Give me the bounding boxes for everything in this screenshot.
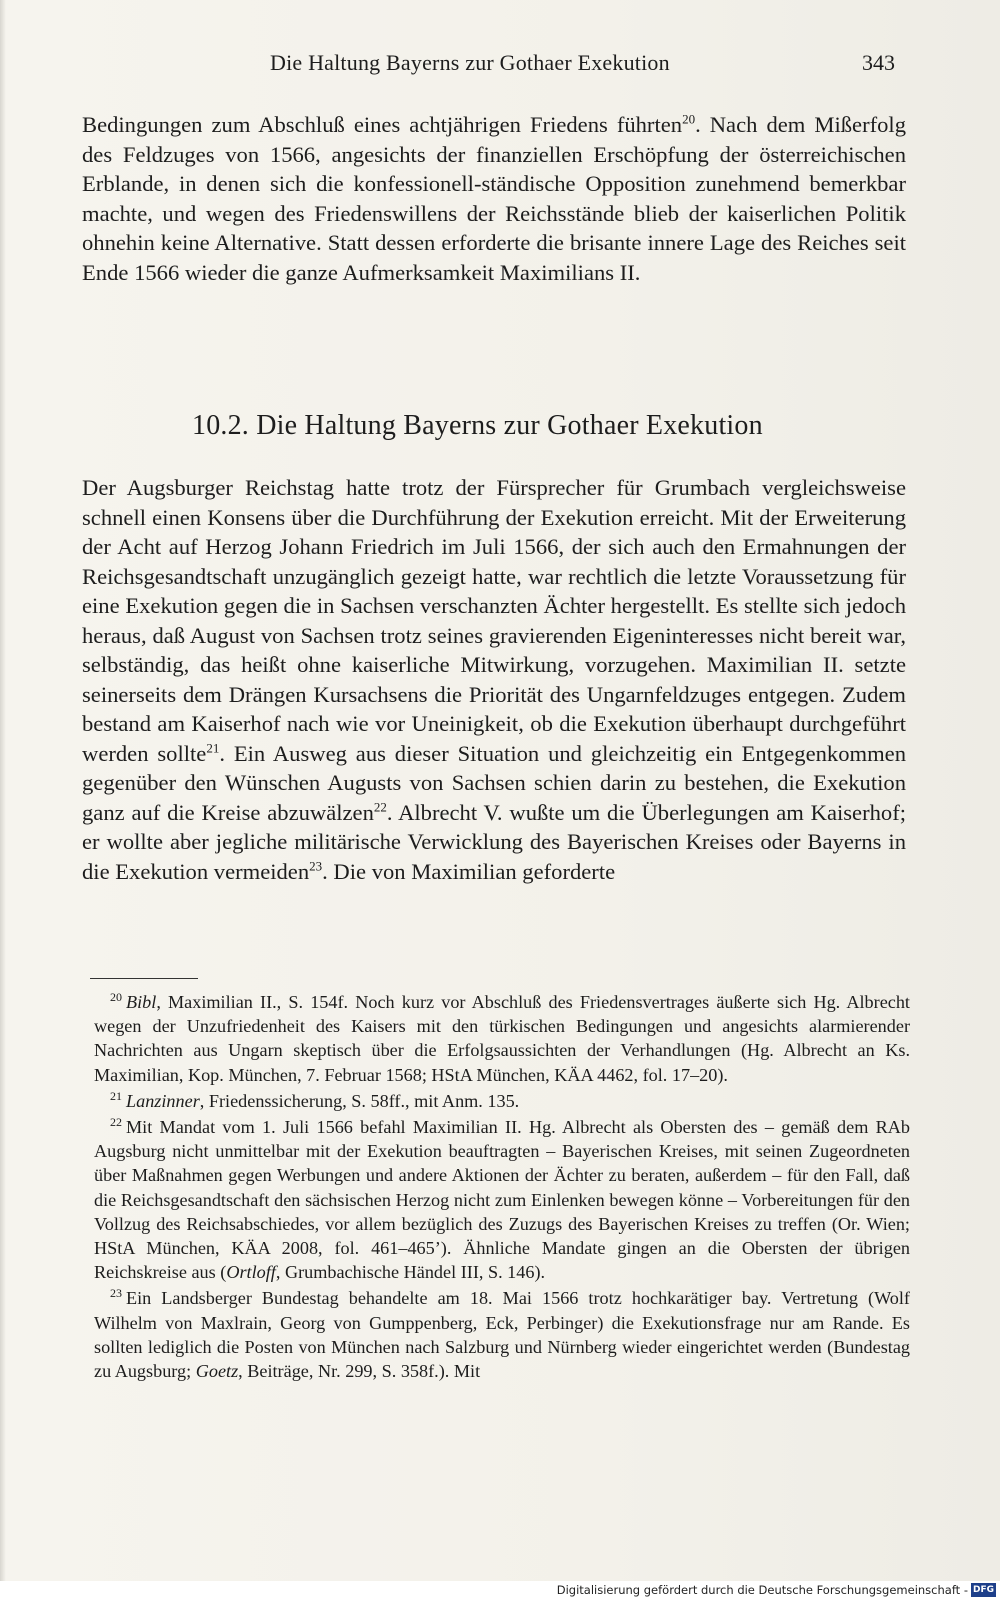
footnote-author: Bibl [126,992,157,1012]
footnote-ref-23[interactable]: 23 [309,857,323,873]
footnote-number: 22 [110,1114,122,1129]
footnote-number: 23 [110,1286,122,1301]
paragraph-text: . Nach dem Mißerfolg des Feldzuges von 1566, angesichts der finanziellen Erschöpfung der österreichischen Erblande, in denen sich die konfessionell-ständische Opposition zunehmend bemerkbar machte, und wegen des Friedenswillens der Reichsstände blieb der kaiserlichen Politik ohnehin keine Alternative. Statt dessen erforderte die brisante innere Lage des Reiches seit Ende 1566 wieder die ganze Aufmerksamkeit Maximilians II. [82,112,906,285]
footnote-text: , Beiträge, Nr. 299, S. 358f.). Mit [238,1361,481,1382]
footnote-text: Ein Landsberger Bundestag behandelte am 18. Mai 1566 trotz hochkarätiger bay. Vertretung (Wolf Wilhelm von Maxlrain, Georg von Gumppenberg, Eck, Perbinger) die Exekutionsfrage nur am Rande. Es sollten lediglich die Posten von München nach Salzburg und Nürnberg wieder eingerichtet werden (Bundestag zu Augsburg; [94,1288,910,1382]
footnote-20 [94,990,910,1087]
footnote-separator [90,978,198,979]
footnote-number: 21 [110,1088,122,1103]
paragraph-text: . Ein Ausweg aus dieser Situation und gleichzeitig ein Entgegenkommen gegenüber den Wünschen Augusts von Sachsen schien darin zu bestehen, die Exekution ganz auf die Kreise abzuwälzen [82,740,906,825]
footnote-author: Lanzinner [126,1090,200,1111]
footnote-ref-21[interactable]: 21 [206,739,220,755]
section-heading: 10.2. Die Haltung Bayerns zur Gothaer Exekution [192,410,763,441]
footnote-author: Goetz [195,1361,239,1382]
paragraph-text: Bedingungen zum Abschluß eines achtjährigen Friedens führten [82,112,683,137]
footer-credit: Digitalisierung gefördert durch die Deutsche Forschungsgemeinschaft - [556,1583,968,1597]
footnote-text: , Friedenssicherung, S. 58ff., mit Anm. 135. [199,1090,520,1111]
footnote-number: 20 [110,989,122,1004]
paragraph-text: . Die von Maximilian geforderte [322,858,616,884]
page-gutter-shadow [0,0,6,1600]
digitization-footer [0,1581,1000,1600]
footnote-text: Mit Mandat vom 1. Juli 1566 befahl Maximilian II. Hg. Albrecht als Obersten des – gemäß dem RAb Augsburg nicht unmittelbar mit der Exekution beauftragten – Bayerischen Kreises, mit seinen Zugeordneten über Maßnahmen gegen Werbungen und andere Aktionen der Ächter zu beraten, außerdem – für den Fall, daß die Reichsgesandtschaft den sächsischen Herzog nicht zum Einlenken bewegen könne – Vorbereitungen für den Vollzug des Reichsabschiedes, vor allem bezüglich des Zuzugs des Bayerischen Kreises zu treffen (Or. Wien; HStA München, KÄA 2008, fol. 461–465’). Ähnliche Mandate gingen an die Obersten der übrigen Reichskreise aus ( [94,1117,910,1283]
footnote-22 [94,1115,910,1284]
running-head: Die Haltung Bayerns zur Gothaer Exekution [270,50,670,75]
footnote-ref-20[interactable]: 20 [682,111,696,127]
dfg-logo-icon: DFG [972,1585,994,1595]
footnote-text: , Maximilian II., S. 154f. Noch kurz vor Abschluß des Friedensvertrages äußerte sich Hg. Albrecht wegen der Unzufriedenheit des Kaisers mit den türkischen Bedingungen und angesichts alarmierender Nachrichten aus Ungarn skeptisch über die Erfolgsaussichten der Verhandlungen (Hg. Albrecht an Ks. Maximilian, Kop. München, 7. Februar 1568; HStA München, KÄA 4462, fol. 17–20). [94,992,910,1085]
page-number: 343 [862,50,895,75]
body-paragraph [82,473,906,886]
footnote-author: Ortloff [226,1262,276,1283]
footnote-23 [94,1286,910,1383]
footnote-ref-22[interactable]: 22 [373,798,387,814]
footnote-text: , Grumbachische Händel III, S. 146). [275,1262,546,1283]
body-paragraph-continued [82,110,906,287]
paragraph-text: . Albrecht V. wußte um die Überlegungen am Kaiserhof; er wollte aber jegliche militärische Verwicklung des Bayerischen Kreises oder Bayerns in die Exekution vermeiden [82,799,906,884]
footnotes [94,990,910,1385]
footnote-21 [94,1089,910,1113]
paragraph-text: Der Augsburger Reichstag hatte trotz der Fürsprecher für Grumbach vergleichsweise schnell einen Konsens über die Durchführung der Exekution erreicht. Mit der Erweiterung der Acht auf Herzog Johann Friedrich im Juli 1566, der sich auch den Ermahnungen der Reichsgesandtschaft unzugänglich gezeigt hatte, war rechtlich die letzte Voraussetzung für eine Exekution gegen die in Sachsen verschanzten Ächter hergestellt. Es stellte sich jedoch heraus, daß August von Sachsen trotz seines gravierenden Eigeninteresses nicht bereit war, selbständig, das heißt ohne kaiserliche Mitwirkung, vorzugehen. Maximilian II. setzte seinerseits dem Drängen Kursachsens die Priorität des Ungarnfeldzuges entgegen. Zudem bestand am Kaiserhof nach wie vor Uneinigkeit, ob die Exekution überhaupt durchgeführt werden sollte [82,475,906,766]
